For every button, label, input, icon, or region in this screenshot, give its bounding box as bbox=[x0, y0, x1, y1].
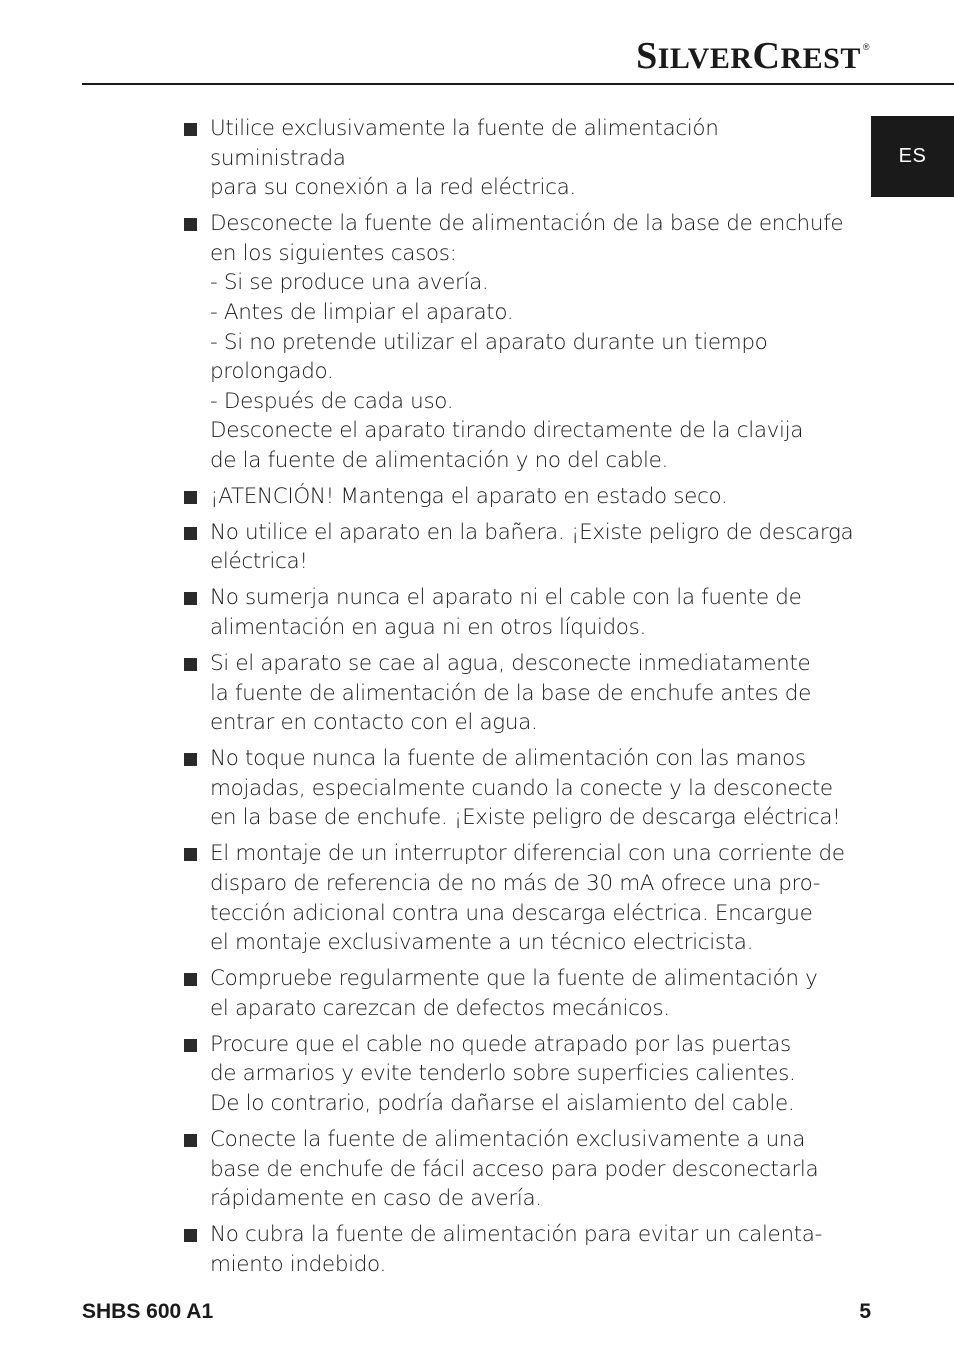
list-item bbox=[182, 964, 854, 1023]
square-bullet-icon bbox=[184, 218, 197, 231]
list-item bbox=[182, 209, 854, 475]
list-item-text: El montaje de un interruptor diferencial con una corriente de disparo de referencia de no más de 30 mA ofrece una pro- tección adicional contra una descarga eléctrica. Encargue el montaje exclusivamente a un técnico electricista. bbox=[210, 841, 845, 956]
list-item bbox=[182, 518, 854, 577]
square-bullet-icon bbox=[184, 658, 197, 671]
square-bullet-icon bbox=[184, 753, 197, 766]
list-item bbox=[182, 1220, 854, 1279]
safety-instructions-list bbox=[182, 114, 854, 1286]
list-item bbox=[182, 839, 854, 957]
square-bullet-icon bbox=[184, 491, 197, 504]
list-item-text: No sumerja nunca el aparato ni el cable con la fuente de alimentación en agua ni en otros líquidos. bbox=[210, 585, 802, 641]
language-tab: ES bbox=[871, 116, 954, 197]
list-item bbox=[182, 482, 854, 512]
list-item bbox=[182, 114, 854, 203]
list-item bbox=[182, 583, 854, 642]
list-item-text: Si el aparato se cae al agua, desconecte inmediatamente la fuente de alimentación de la base de enchufe antes de entrar en contacto con el agua. bbox=[210, 651, 811, 736]
list-item bbox=[182, 1125, 854, 1214]
list-item bbox=[182, 744, 854, 833]
registered-mark: ® bbox=[862, 42, 870, 52]
square-bullet-icon bbox=[184, 123, 197, 136]
list-item-text: Procure que el cable no quede atrapado por las puertas de armarios y evite tenderlo sobre superficies calientes. De lo contrario, podría dañarse el aislamiento del cable. bbox=[210, 1031, 796, 1116]
square-bullet-icon bbox=[184, 1134, 197, 1147]
brand-logo bbox=[636, 34, 870, 77]
square-bullet-icon bbox=[184, 527, 197, 540]
list-item-text: No cubra la fuente de alimentación para evitar un calenta- miento indebido. bbox=[210, 1222, 823, 1277]
square-bullet-icon bbox=[184, 1039, 197, 1052]
header-divider bbox=[82, 83, 954, 85]
list-item-text: Desconecte la fuente de alimentación de la base de enchufe en los siguientes casos: - Si se produce una avería. - Antes de limpiar el aparato. - Si no pretende utilizar el aparato durante un tiempo prolongado. - Después de cada uso. Desconecte el aparato tirando directamente de la clavija de la fuente de alimentación y no del cable. bbox=[210, 211, 844, 473]
list-item-text: Utilice exclusivamente la fuente de alimentación suministrada para su conexión a la red eléctrica. bbox=[210, 116, 719, 201]
page-number: 5 bbox=[859, 1300, 871, 1323]
brand-letters-rest: REST bbox=[780, 42, 861, 75]
list-item bbox=[182, 1030, 854, 1119]
list-item-text: No utilice el aparato en la bañera. ¡Existe peligro de descarga eléctrica! bbox=[210, 519, 854, 575]
square-bullet-icon bbox=[184, 848, 197, 861]
square-bullet-icon bbox=[184, 973, 197, 986]
brand-letters-ilver: ILVER bbox=[657, 42, 753, 75]
model-number: SHBS 600 A1 bbox=[82, 1300, 214, 1323]
brand-letter-c: C bbox=[752, 35, 781, 77]
list-item-text: Conecte la fuente de alimentación exclusivamente a una base de enchufe de fácil acceso para poder desconectarla rápidamente en caso de avería. bbox=[210, 1126, 819, 1212]
square-bullet-icon bbox=[184, 1229, 197, 1242]
list-item-text: No toque nunca la fuente de alimentación con las manos mojadas, especialmente cuando la conecte y la desconecte en la base de enchufe. ¡Existe peligro de descarga eléctrica! bbox=[210, 746, 841, 831]
brand-letter-s: S bbox=[636, 35, 658, 77]
square-bullet-icon bbox=[184, 592, 197, 605]
list-item-text: Compruebe regularmente que la fuente de alimentación y el aparato carezcan de defectos mecánicos. bbox=[210, 966, 818, 1021]
list-item-text: ¡ATENCIÓN! Mantenga el aparato en estado seco. bbox=[210, 483, 728, 509]
list-item bbox=[182, 649, 854, 738]
